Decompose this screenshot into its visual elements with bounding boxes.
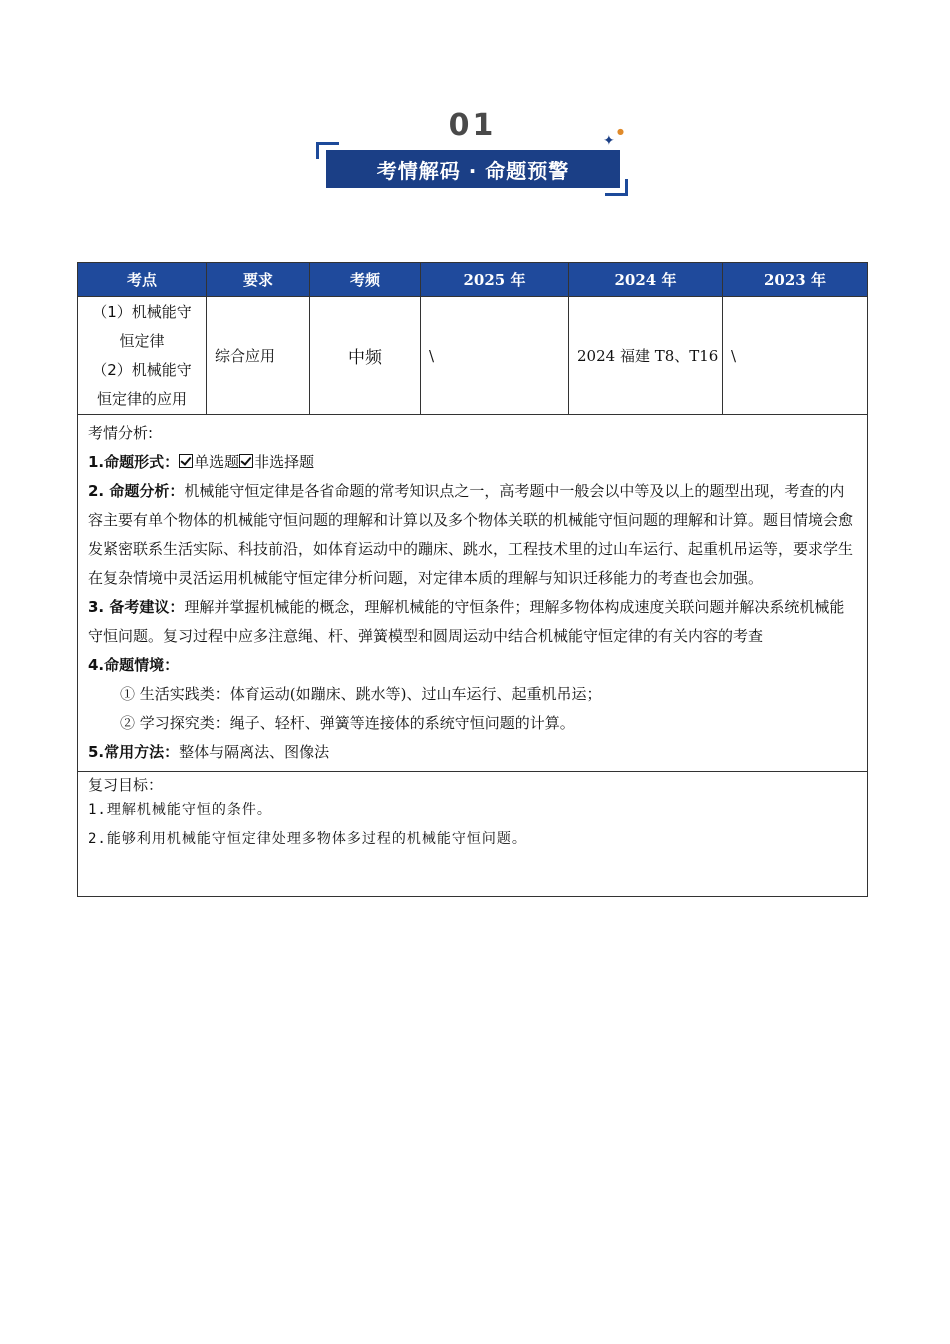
- topic-line: 恒定律: [119, 331, 165, 350]
- analysis-row: [78, 415, 868, 772]
- form-option-single: 单选题: [194, 453, 240, 471]
- topic-line: （1）机械能守: [92, 302, 192, 321]
- analysis-text: 机械能守恒定律是各省命题的常考知识点之一，高考题中一般会以中等及以上的题型出现，考查的内容主要有单个物体的机械能守恒问题的理解和计算以及多个物体关联的机械能守恒问题的理解和计算。题目情境会愈发紧密联系生活实际、科技前沿，如体育运动中的蹦床、跳水，工程技术里的过山车运行、起重机吊运等，要求学生在复杂情境中灵活运用机械能守恒定律分析问题，对定律本质的理解与知识迁移能力的考查也会加强。: [88, 482, 854, 587]
- table-header-row: [78, 263, 868, 297]
- goals-heading: 复习目标：: [88, 776, 164, 794]
- topic-cell: [78, 297, 207, 415]
- col-header-2025: 2025 年: [421, 263, 569, 297]
- col-header-requirement: 要求: [207, 263, 310, 297]
- topic-line: 恒定律的应用: [96, 389, 187, 408]
- context-item-study: ② 学习探究类：绳子、轻杆、弹簧等连接体的系统守恒问题的计算。: [120, 714, 575, 732]
- checkbox-checked-icon: [239, 454, 253, 468]
- frequency-cell: 中频: [310, 297, 421, 415]
- goals-row: [78, 772, 868, 897]
- table-row: [78, 297, 868, 415]
- advice-label: 3. 备考建议：: [88, 598, 185, 616]
- form-option-nonchoice: 非选择题: [254, 453, 315, 471]
- col-header-frequency: 考频: [310, 263, 421, 297]
- col-header-topic: 考点: [78, 263, 207, 297]
- requirement-cell: 综合应用: [207, 297, 310, 415]
- form-label: 1.命题形式：: [88, 453, 180, 471]
- year-2025-cell: \: [421, 297, 569, 415]
- method-label: 5.常用方法：: [88, 743, 180, 761]
- analysis-cell: [78, 415, 868, 772]
- method-text: 整体与隔离法、图像法: [179, 743, 330, 761]
- year-2023-cell: \: [723, 297, 868, 415]
- col-header-2023: 2023 年: [723, 263, 868, 297]
- dot-icon: ●: [617, 127, 624, 136]
- sparkle-icon: ✦: [603, 133, 615, 149]
- col-header-2024: 2024 年: [569, 263, 723, 297]
- checkbox-checked-icon: [179, 454, 193, 468]
- context-label: 4.命题情境：: [88, 656, 180, 674]
- context-item-life: ① 生活实践类：体育运动(如蹦床、跳水等)、过山车运行、起重机吊运；: [120, 685, 602, 703]
- exam-info-table: [77, 262, 868, 897]
- analysis-label: 2. 命题分析：: [88, 482, 185, 500]
- goals-cell: [78, 772, 868, 897]
- goal-item: 1.理解机械能守恒的条件。: [88, 802, 272, 818]
- analysis-heading: 考情分析:: [88, 424, 154, 442]
- section-number: 01: [448, 108, 497, 143]
- section-title: 考情解码 · 命题预警: [326, 150, 620, 188]
- advice-text: 理解并掌握机械能的概念，理解机械能的守恒条件；理解多物体构成速度关联问题并解决系统机械能守恒问题。复习过程中应多注意绳、杆、弹簧模型和圆周运动中结合机械能守恒定律的有关内容的考查: [88, 598, 845, 645]
- goal-item: 2.能够利用机械能守恒定律处理多物体多过程的机械能守恒问题。: [88, 831, 527, 847]
- year-2024-cell: 2024 福建 T8、T16: [569, 297, 723, 415]
- topic-line: （2）机械能守: [92, 360, 192, 379]
